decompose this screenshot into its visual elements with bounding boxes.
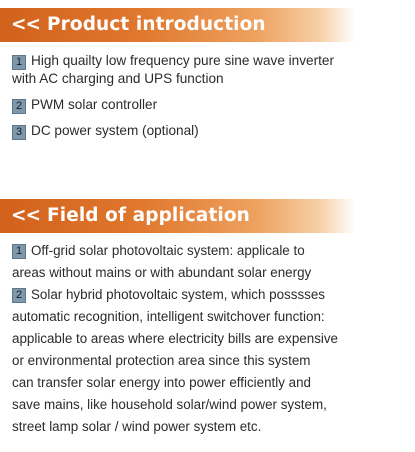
number-badge: 2 bbox=[12, 99, 26, 114]
item-text-line: can transfer solar energy into power efficiently and bbox=[12, 375, 311, 390]
number-badge: 1 bbox=[12, 55, 26, 70]
banner-chevrons: << bbox=[11, 14, 41, 35]
list-item bbox=[12, 122, 407, 140]
item-text-line: High quailty low frequency pure sine wave inverter bbox=[31, 53, 334, 68]
item-text-line: street lamp solar / wind power system etc. bbox=[12, 419, 262, 434]
number-badge: 1 bbox=[12, 244, 26, 259]
item-text-line: PWM solar controller bbox=[31, 97, 158, 112]
item-text-line: DC power system (optional) bbox=[31, 123, 199, 138]
banner-chevrons: << bbox=[11, 205, 41, 226]
banner-title: Field of application bbox=[47, 205, 250, 226]
list-item bbox=[12, 52, 407, 88]
item-text-line: automatic recognition, intelligent switchover function: bbox=[12, 309, 325, 324]
product-introduction-banner bbox=[0, 8, 355, 42]
item-text-line: with AC charging and UPS function bbox=[12, 71, 224, 86]
list-item bbox=[12, 284, 407, 438]
number-badge: 3 bbox=[12, 125, 26, 140]
item-text-line: applicable to areas where electricity bills are expensive bbox=[12, 331, 339, 346]
item-text-line: Solar hybrid photovoltaic system, which posssses bbox=[31, 287, 325, 302]
list-item bbox=[12, 96, 407, 114]
item-text-line: or environmental protection area since this system bbox=[12, 353, 311, 368]
field-of-application-banner bbox=[0, 199, 355, 233]
number-badge: 2 bbox=[12, 288, 26, 303]
banner-title: Product introduction bbox=[47, 14, 266, 35]
list-item bbox=[12, 240, 407, 284]
product-introduction-list bbox=[12, 52, 407, 148]
field-of-application-list bbox=[12, 240, 407, 438]
item-text-line: Off-grid solar photovoltaic system: applicale to bbox=[31, 243, 305, 258]
item-text-line: save mains, like household solar/wind power system, bbox=[12, 397, 327, 412]
item-text-line: areas without mains or with abundant solar energy bbox=[12, 265, 312, 280]
